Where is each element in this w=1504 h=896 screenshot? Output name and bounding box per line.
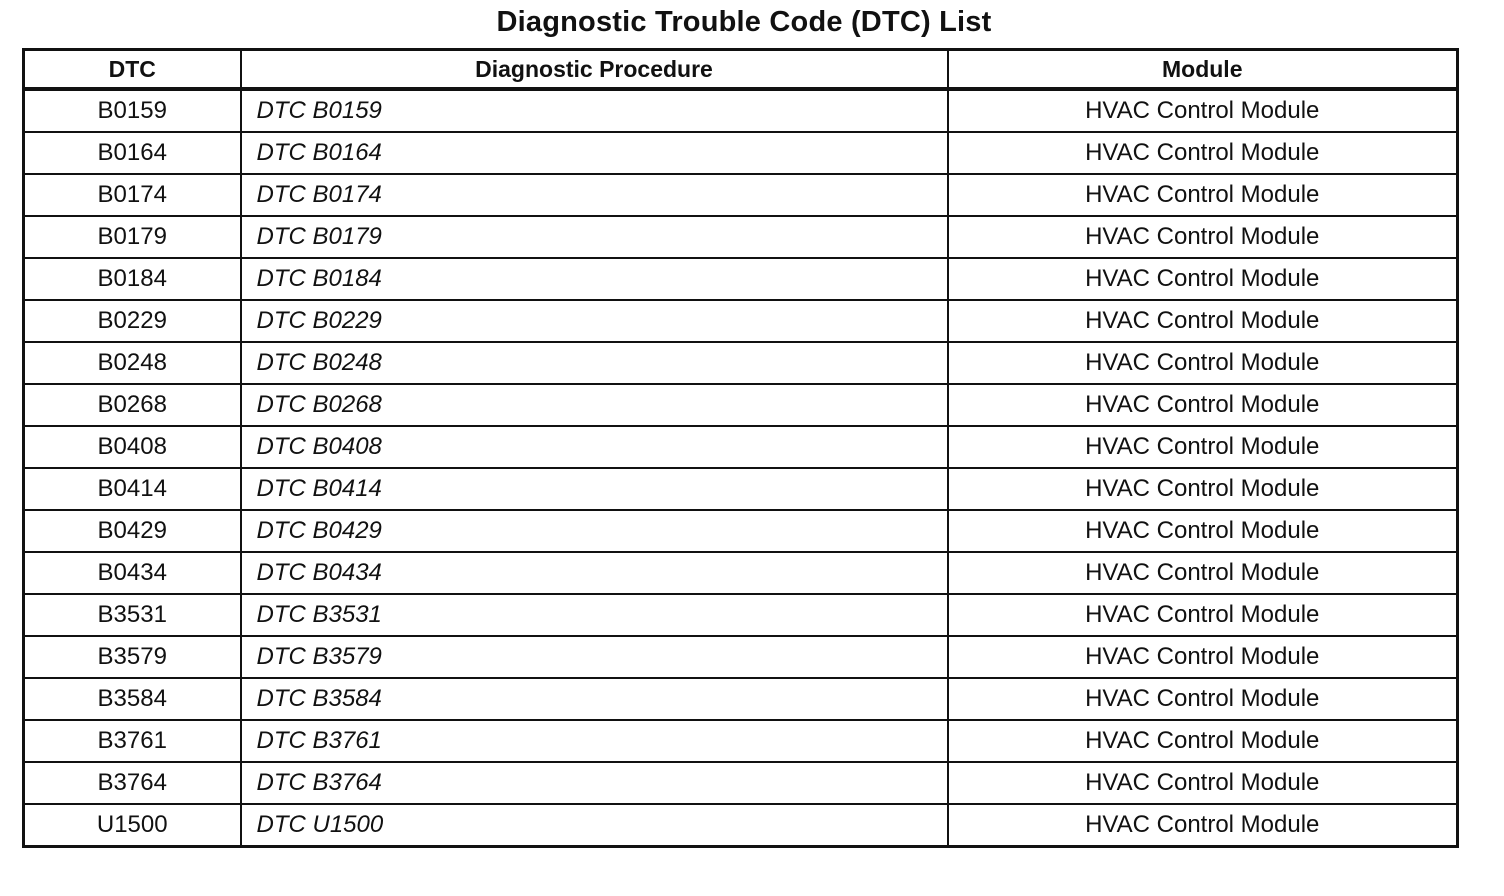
table-row [24, 762, 1458, 804]
table-row [24, 300, 1458, 342]
module-cell: HVAC Control Module [948, 510, 1458, 552]
procedure-link[interactable]: DTC B0174 [241, 174, 948, 216]
dtc-code-cell: B0229 [24, 300, 241, 342]
dtc-code-cell: B0408 [24, 426, 241, 468]
procedure-link[interactable]: DTC B0268 [241, 384, 948, 426]
module-cell: HVAC Control Module [948, 426, 1458, 468]
column-header-dtc: DTC [24, 50, 241, 90]
module-cell: HVAC Control Module [948, 678, 1458, 720]
table-row [24, 426, 1458, 468]
dtc-code-cell: B0159 [24, 89, 241, 132]
procedure-link[interactable]: DTC B0429 [241, 510, 948, 552]
module-cell: HVAC Control Module [948, 89, 1458, 132]
procedure-link[interactable]: DTC B3531 [241, 594, 948, 636]
dtc-table [22, 48, 1459, 848]
dtc-code-cell: B0414 [24, 468, 241, 510]
procedure-link[interactable]: DTC B3764 [241, 762, 948, 804]
module-cell: HVAC Control Module [948, 720, 1458, 762]
module-cell: HVAC Control Module [948, 258, 1458, 300]
table-row [24, 552, 1458, 594]
dtc-code-cell: B3761 [24, 720, 241, 762]
dtc-code-cell: B0434 [24, 552, 241, 594]
module-cell: HVAC Control Module [948, 594, 1458, 636]
table-row [24, 636, 1458, 678]
dtc-code-cell: B0164 [24, 132, 241, 174]
table-body [24, 89, 1458, 847]
column-header-diagnostic-procedure: Diagnostic Procedure [241, 50, 948, 90]
dtc-code-cell: B3579 [24, 636, 241, 678]
table-row [24, 384, 1458, 426]
table-row [24, 174, 1458, 216]
module-cell: HVAC Control Module [948, 468, 1458, 510]
dtc-code-cell: B0268 [24, 384, 241, 426]
module-cell: HVAC Control Module [948, 762, 1458, 804]
procedure-link[interactable]: DTC B0184 [241, 258, 948, 300]
procedure-link[interactable]: DTC B0179 [241, 216, 948, 258]
module-cell: HVAC Control Module [948, 552, 1458, 594]
table-row [24, 89, 1458, 132]
procedure-link[interactable]: DTC B3579 [241, 636, 948, 678]
dtc-code-cell: B0174 [24, 174, 241, 216]
dtc-code-cell: B0179 [24, 216, 241, 258]
table-row [24, 468, 1458, 510]
table-row [24, 342, 1458, 384]
procedure-link[interactable]: DTC B0159 [241, 89, 948, 132]
procedure-link[interactable]: DTC U1500 [241, 804, 948, 847]
module-cell: HVAC Control Module [948, 804, 1458, 847]
table-row [24, 678, 1458, 720]
table-row [24, 258, 1458, 300]
dtc-code-cell: U1500 [24, 804, 241, 847]
module-cell: HVAC Control Module [948, 132, 1458, 174]
page-title: Diagnostic Trouble Code (DTC) List [496, 6, 992, 38]
module-cell: HVAC Control Module [948, 636, 1458, 678]
table-row [24, 804, 1458, 847]
dtc-code-cell: B0248 [24, 342, 241, 384]
module-cell: HVAC Control Module [948, 174, 1458, 216]
procedure-link[interactable]: DTC B0248 [241, 342, 948, 384]
dtc-code-cell: B0429 [24, 510, 241, 552]
table-row [24, 510, 1458, 552]
module-cell: HVAC Control Module [948, 384, 1458, 426]
procedure-link[interactable]: DTC B0434 [241, 552, 948, 594]
procedure-link[interactable]: DTC B3761 [241, 720, 948, 762]
module-cell: HVAC Control Module [948, 300, 1458, 342]
column-header-module: Module [948, 50, 1458, 90]
table-header [24, 50, 1458, 90]
header-row [24, 50, 1458, 90]
procedure-link[interactable]: DTC B0164 [241, 132, 948, 174]
procedure-link[interactable]: DTC B0414 [241, 468, 948, 510]
dtc-code-cell: B3764 [24, 762, 241, 804]
dtc-code-cell: B3531 [24, 594, 241, 636]
table-row [24, 132, 1458, 174]
procedure-link[interactable]: DTC B3584 [241, 678, 948, 720]
table-row [24, 594, 1458, 636]
dtc-code-cell: B0184 [24, 258, 241, 300]
table-row [24, 720, 1458, 762]
procedure-link[interactable]: DTC B0229 [241, 300, 948, 342]
dtc-code-cell: B3584 [24, 678, 241, 720]
table-row [24, 216, 1458, 258]
procedure-link[interactable]: DTC B0408 [241, 426, 948, 468]
module-cell: HVAC Control Module [948, 216, 1458, 258]
module-cell: HVAC Control Module [948, 342, 1458, 384]
